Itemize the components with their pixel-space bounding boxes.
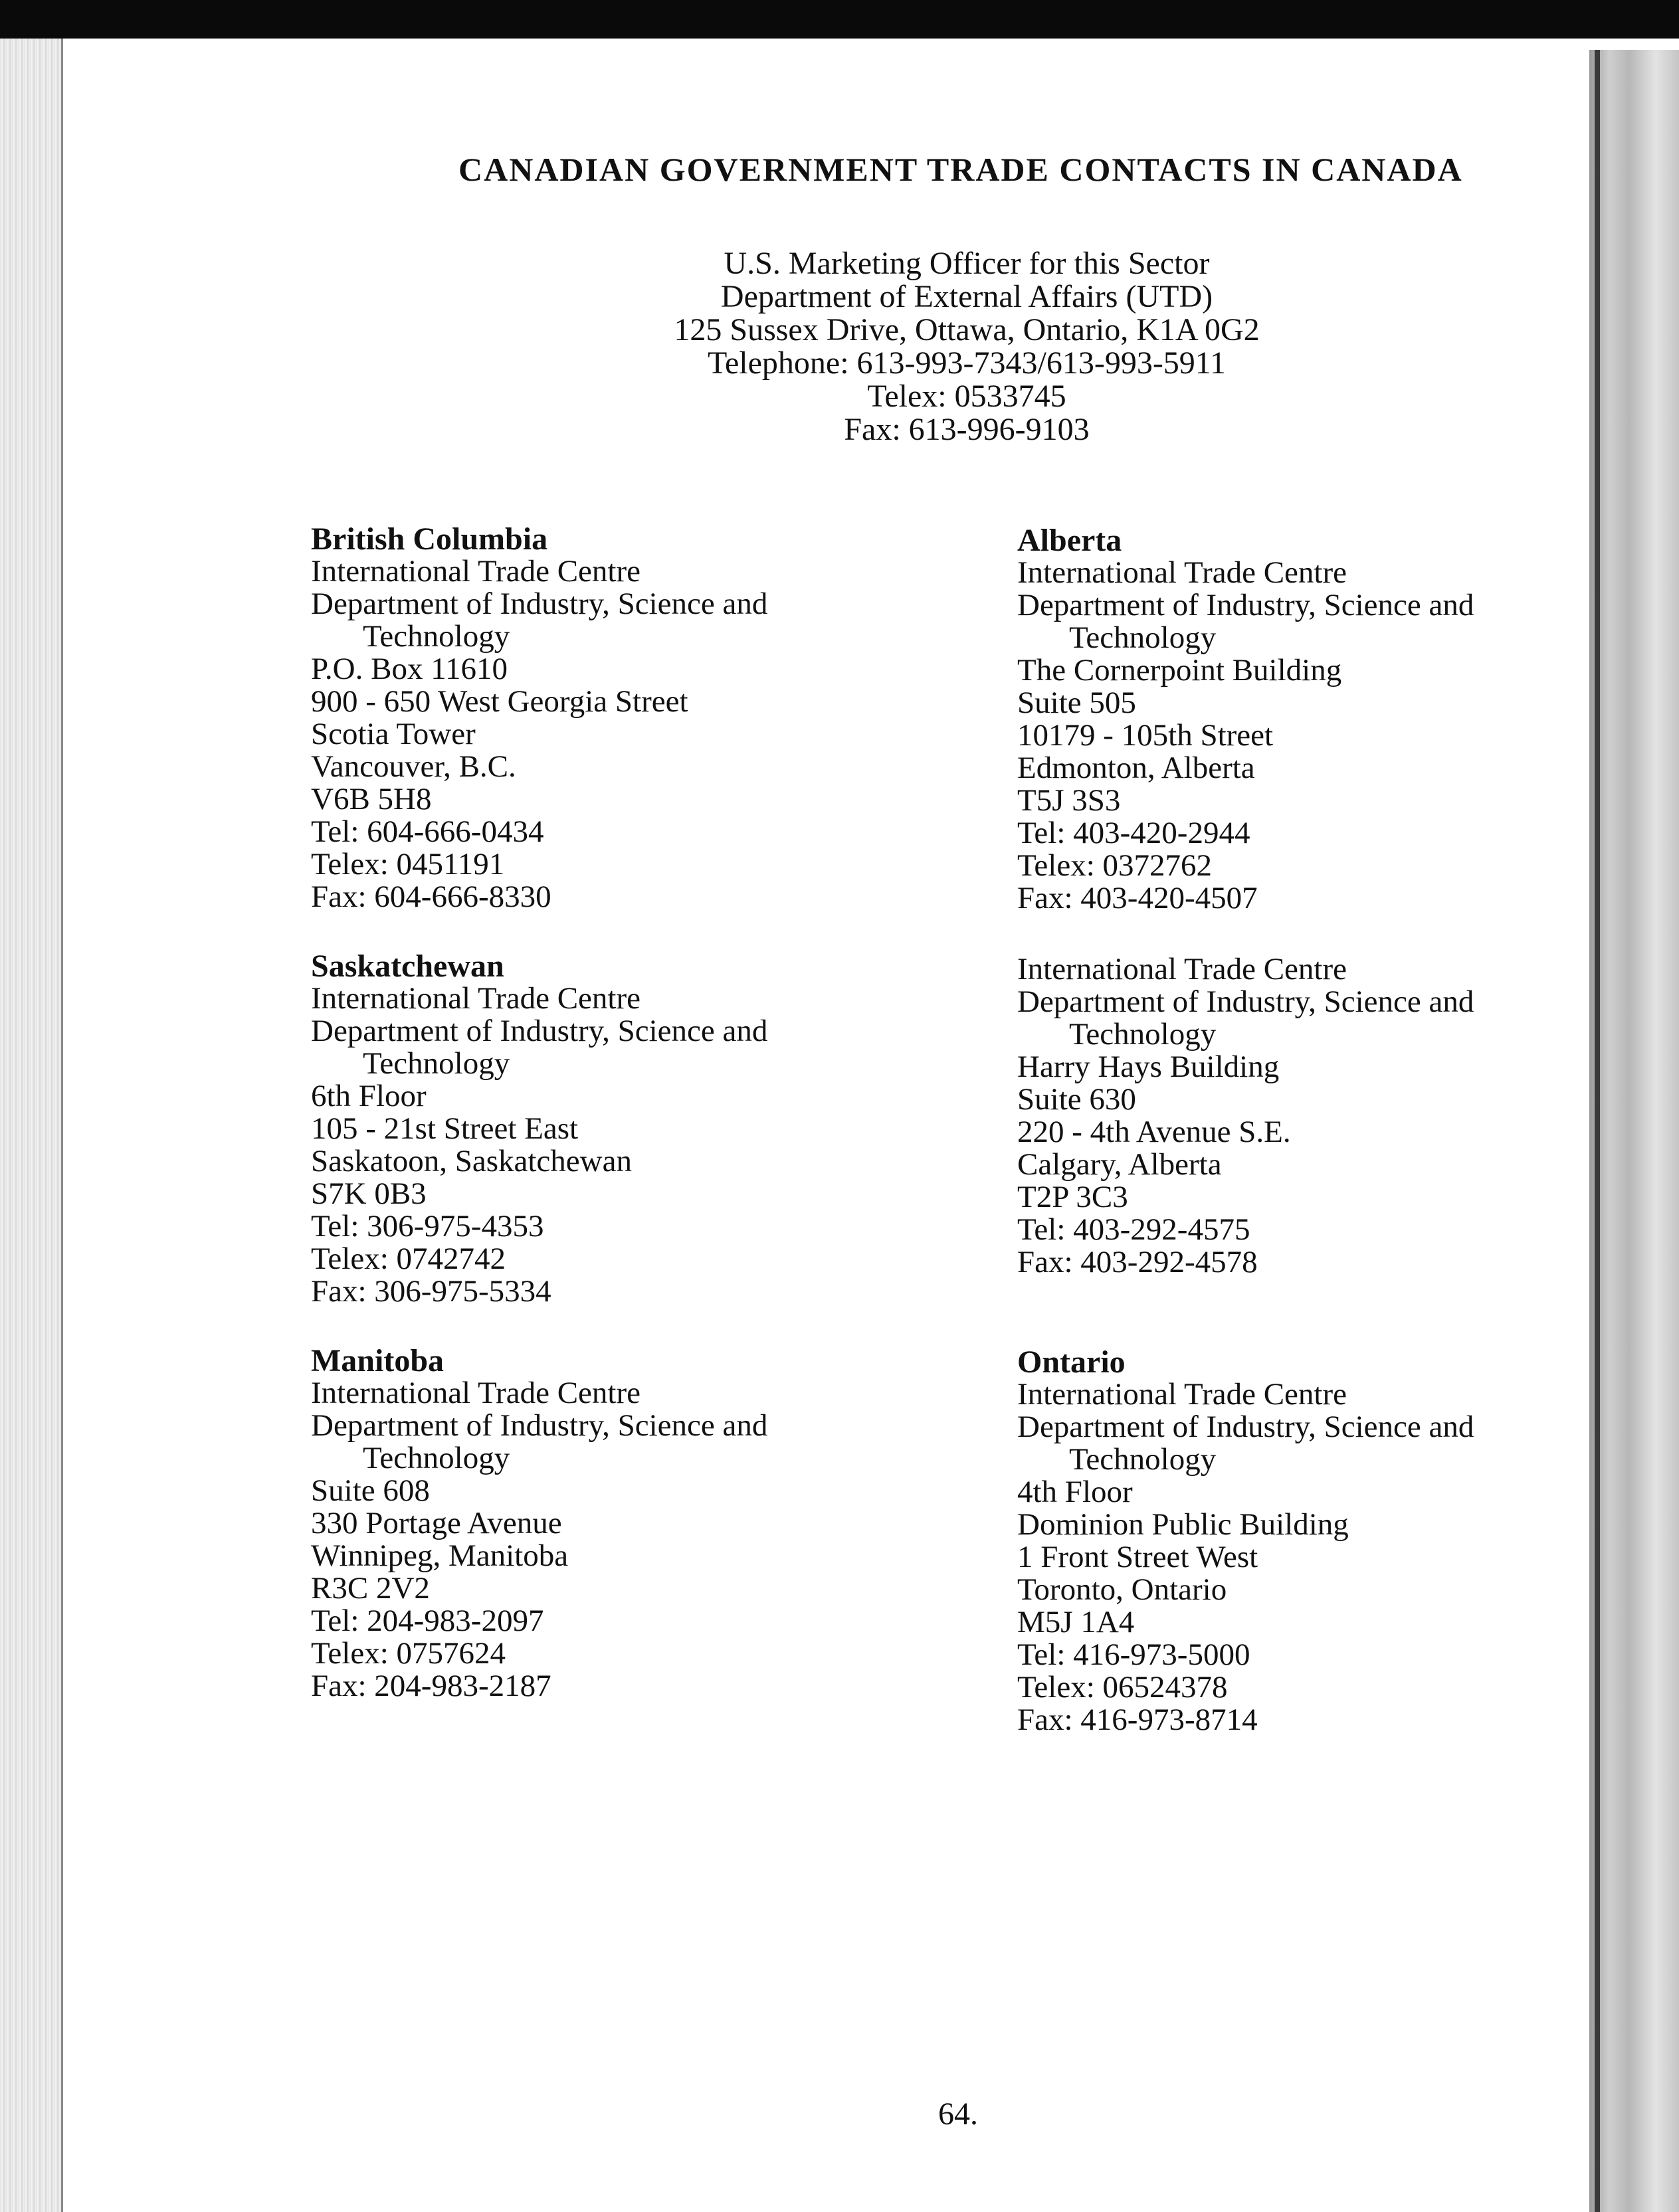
contact-calgary: [1017, 953, 1522, 1279]
header-line: Fax: 613-996-9103: [844, 412, 1090, 447]
address-line: 900 - 650 West Georgia Street: [311, 684, 688, 719]
header-line: Telephone: 613-993-7343/613-993-5911: [707, 345, 1227, 381]
address-line: 1 Front Street West: [1017, 1540, 1258, 1574]
scan-right-edge: [1589, 50, 1679, 2212]
address-line: Winnipeg, Manitoba: [311, 1538, 569, 1573]
tel-line: Tel: 403-292-4575: [1017, 1212, 1250, 1247]
address-line: M5J 1A4: [1017, 1605, 1135, 1639]
address-line: Technology: [1069, 1442, 1217, 1477]
address-line: Department of Industry, Science and: [1017, 1410, 1474, 1444]
telex-line: Telex: 0451191: [311, 847, 505, 881]
address-line: Suite 630: [1017, 1082, 1136, 1117]
address-line: P.O. Box 11610: [311, 652, 508, 686]
address-line: 330 Portage Avenue: [311, 1506, 562, 1540]
address-line: 6th Floor: [311, 1079, 427, 1113]
scan-right-edge-shadow: [1595, 50, 1600, 2212]
address-line: Vancouver, B.C.: [311, 749, 516, 784]
fax-line: Fax: 416-973-8714: [1017, 1703, 1258, 1737]
address-line: Department of Industry, Science and: [311, 1014, 768, 1048]
address-line: Department of Industry, Science and: [1017, 984, 1474, 1019]
contact-alberta: [1017, 524, 1522, 915]
telex-line: Telex: 0742742: [311, 1242, 506, 1276]
address-line: International Trade Centre: [1017, 952, 1347, 986]
scan-left-binding-line: [61, 39, 63, 2212]
tel-line: Tel: 403-420-2944: [1017, 816, 1250, 850]
address-line: 105 - 21st Street East: [311, 1111, 579, 1146]
contact-saskatchewan: [311, 950, 816, 1308]
address-line: International Trade Centre: [311, 981, 641, 1016]
address-line: International Trade Centre: [1017, 555, 1347, 590]
address-line: T2P 3C3: [1017, 1180, 1128, 1214]
header-line: Telex: 0533745: [867, 379, 1066, 414]
telex-line: Telex: 0372762: [1017, 848, 1213, 883]
tel-line: Tel: 204-983-2097: [311, 1604, 544, 1638]
address-line: Harry Hays Building: [1017, 1050, 1280, 1084]
address-line: 4th Floor: [1017, 1475, 1133, 1509]
address-line: Scotia Tower: [311, 717, 476, 751]
header-line: U.S. Marketing Officer for this Sector: [724, 246, 1210, 281]
province-heading: British Columbia: [311, 521, 548, 557]
address-line: International Trade Centre: [1017, 1377, 1347, 1412]
address-line: International Trade Centre: [311, 554, 641, 589]
address-line: Department of Industry, Science and: [311, 1408, 768, 1443]
address-line: Calgary, Alberta: [1017, 1147, 1222, 1182]
address-line: Department of Industry, Science and: [311, 587, 768, 621]
contact-ontario: [1017, 1346, 1522, 1736]
address-line: S7K 0B3: [311, 1176, 427, 1211]
address-line: 220 - 4th Avenue S.E.: [1017, 1115, 1291, 1149]
page-title: CANADIAN GOVERNMENT TRADE CONTACTS IN CANADA: [458, 151, 1463, 188]
tel-line: Tel: 604-666-0434: [311, 814, 544, 849]
province-heading: Manitoba: [311, 1343, 444, 1378]
scan-left-edge: [0, 39, 63, 2212]
fax-line: Fax: 604-666-8330: [311, 879, 551, 914]
address-line: Technology: [363, 619, 510, 654]
address-line: Technology: [1069, 620, 1217, 655]
telex-line: Telex: 06524378: [1017, 1670, 1228, 1705]
contact-british-columbia: [311, 523, 816, 913]
us-marketing-officer-block: [638, 247, 1296, 446]
tel-line: Tel: 416-973-5000: [1017, 1637, 1250, 1672]
fax-line: Fax: 403-420-4507: [1017, 881, 1258, 915]
address-line: 10179 - 105th Street: [1017, 718, 1274, 753]
address-line: Toronto, Ontario: [1017, 1572, 1227, 1607]
scan-top-border: [0, 0, 1679, 39]
fax-line: Fax: 204-983-2187: [311, 1669, 551, 1703]
address-line: Saskatoon, Saskatchewan: [311, 1144, 632, 1178]
province-heading: Alberta: [1017, 523, 1122, 558]
header-line: Department of External Affairs (UTD): [720, 279, 1213, 314]
address-line: Technology: [363, 1441, 510, 1475]
address-line: Edmonton, Alberta: [1017, 751, 1255, 785]
address-line: V6B 5H8: [311, 782, 432, 816]
province-heading: Saskatchewan: [311, 949, 504, 984]
address-line: Technology: [363, 1046, 510, 1081]
fax-line: Fax: 306-975-5334: [311, 1274, 551, 1309]
province-heading: Ontario: [1017, 1344, 1126, 1380]
address-line: The Cornerpoint Building: [1017, 653, 1342, 688]
tel-line: Tel: 306-975-4353: [311, 1209, 544, 1244]
address-line: Suite 505: [1017, 686, 1136, 720]
address-line: Dominion Public Building: [1017, 1507, 1349, 1542]
contact-manitoba: [311, 1344, 816, 1703]
fax-line: Fax: 403-292-4578: [1017, 1245, 1258, 1279]
page-number: 64.: [938, 2096, 978, 2132]
address-line: International Trade Centre: [311, 1376, 641, 1410]
telex-line: Telex: 0757624: [311, 1636, 506, 1671]
header-line: 125 Sussex Drive, Ottawa, Ontario, K1A 0G2: [674, 312, 1260, 347]
address-line: Technology: [1069, 1017, 1217, 1052]
address-line: T5J 3S3: [1017, 783, 1121, 818]
address-line: Department of Industry, Science and: [1017, 588, 1474, 622]
address-line: R3C 2V2: [311, 1571, 430, 1606]
address-line: Suite 608: [311, 1473, 430, 1508]
